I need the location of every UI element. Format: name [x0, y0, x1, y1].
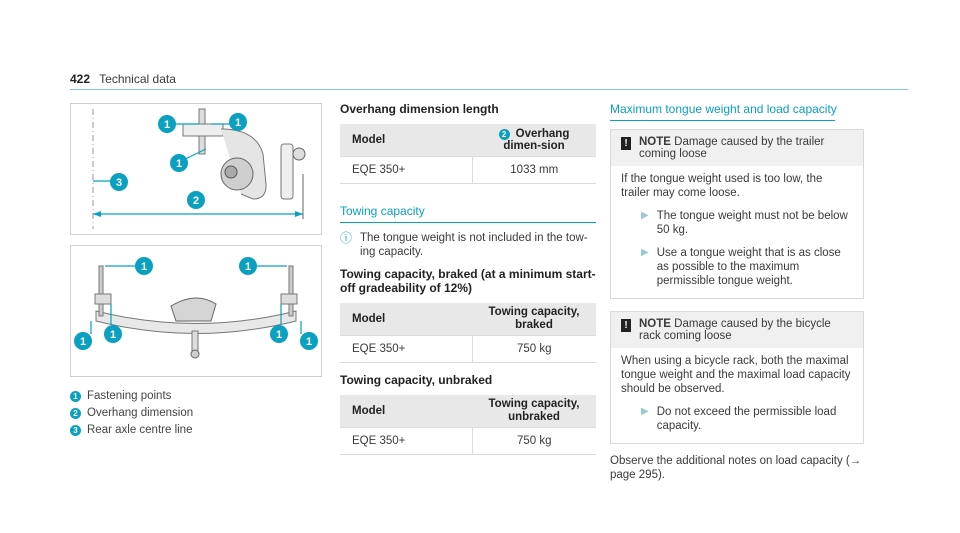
right-column [610, 102, 864, 482]
overhang-table [340, 124, 596, 184]
figure-legend [70, 388, 320, 439]
svg-text:1: 1 [244, 261, 252, 273]
note-label: NOTE [639, 136, 671, 148]
note-label: NOTE [639, 318, 671, 330]
section-title: Technical data [99, 72, 176, 86]
table-row [340, 336, 596, 363]
col-braked: Towing capacity, braked [472, 303, 596, 336]
list-item: ▶ Do not exceed the permissible load capacity. [641, 406, 837, 432]
svg-text:3: 3 [115, 177, 123, 189]
note-header: ! NOTE Damage caused by the trailer coming loose [611, 130, 863, 166]
cell-model: EQE 350+ [340, 157, 472, 184]
page-number: 422 [70, 72, 91, 86]
callout-badge: 2 [499, 129, 510, 140]
svg-text:1: 1 [109, 329, 117, 341]
legend-item [70, 388, 320, 405]
figure-top-view [70, 245, 322, 377]
note-body: When using a bicycle rack, both the maximal tongue weight and the maximal load capacity should be observed. ▶ Do not exceed the permissible load capacity. [611, 348, 863, 443]
tow-hitch-side-illustration [71, 104, 321, 234]
legend-item [70, 405, 320, 422]
load-rule [610, 120, 835, 121]
arrow-icon: ▶ [641, 210, 649, 221]
col-model: Model [340, 124, 472, 157]
legend-text: Rear axle centre line [87, 424, 193, 436]
svg-text:1: 1 [305, 336, 313, 348]
braked-table [340, 303, 596, 363]
list-item: ▶ Use a tongue weight that is as close as possible to the maximum permissible tongue weight. [641, 247, 841, 287]
arrow-icon: ▶ [641, 247, 649, 258]
col-overhang: 2 Overhang dimen-sion [472, 124, 596, 157]
towing-info: ⓘ The tongue weight is not included in the tow-ing capacity. [340, 231, 588, 258]
towing-title: Towing capacity [340, 204, 425, 218]
svg-text:1: 1 [234, 117, 242, 129]
arrow-icon: ▶ [641, 406, 649, 417]
page-header [70, 72, 176, 86]
svg-text:2: 2 [192, 195, 200, 207]
unbraked-title: Towing capacity, unbraked [340, 373, 493, 387]
note-trailer [610, 129, 864, 299]
svg-text:1: 1 [163, 119, 171, 131]
table-row [340, 157, 596, 184]
legend-item [70, 422, 320, 439]
col-model: Model [340, 395, 472, 428]
load-footer: Observe the additional notes on load capacity (→ page 295). [610, 455, 862, 481]
svg-text:1: 1 [79, 336, 87, 348]
note-body: If the tongue weight used is too low, the trailer may come loose. ▶ The tongue weight must not be below 50 kg. ▶ Use a tongue weight that is as close as possible to the maximum permissible tongue weight. [611, 166, 863, 298]
load-title: Maximum tongue weight and load capacity [610, 102, 837, 116]
table-row [340, 428, 596, 455]
callout-badge: 3 [70, 425, 81, 436]
unbraked-table [340, 395, 596, 455]
figure-side-view [70, 103, 322, 235]
callout-badge: 2 [70, 408, 81, 419]
legend-text: Overhang dimension [87, 407, 194, 419]
list-item: ▶ The tongue weight must not be below 50 kg. [641, 210, 848, 236]
towing-rule [340, 222, 596, 223]
info-icon: ⓘ [340, 231, 353, 245]
tow-hitch-top-illustration [71, 246, 321, 376]
cell-model: EQE 350+ [340, 428, 472, 455]
header-rule [70, 89, 908, 90]
svg-text:1: 1 [140, 261, 148, 273]
warning-icon: ! [621, 137, 631, 150]
note-header: ! NOTE Damage caused by the bicycle rack coming loose [611, 312, 863, 348]
col-model: Model [340, 303, 472, 336]
overhang-title: Overhang dimension length [340, 102, 499, 116]
cell-value: 750 kg [472, 336, 596, 363]
col-unbraked: Towing capacity, unbraked [472, 395, 596, 428]
legend-text: Fastening points [87, 390, 172, 402]
cell-value: 1033 mm [472, 157, 596, 184]
svg-text:1: 1 [275, 329, 283, 341]
callout-badge: 1 [70, 391, 81, 402]
braked-title: Towing capacity, braked (at a minimum start-off gradeability of 12%) [340, 267, 596, 295]
warning-icon: ! [621, 319, 631, 332]
middle-column [340, 102, 596, 455]
cell-value: 750 kg [472, 428, 596, 455]
svg-text:1: 1 [175, 158, 183, 170]
note-bicycle [610, 311, 864, 444]
cell-model: EQE 350+ [340, 336, 472, 363]
